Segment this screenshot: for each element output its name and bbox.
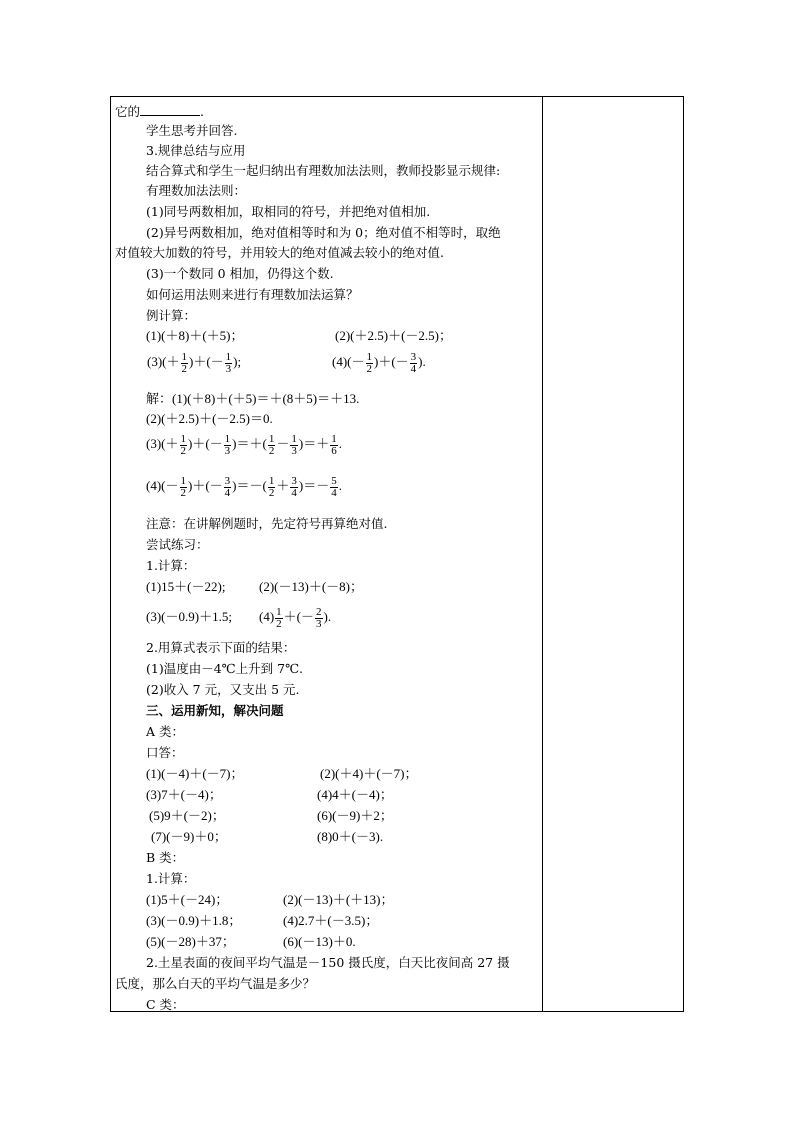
text-line: 结合算式和学生一起归纳出有理数加法法则，教师投影显示规律: [146,163,501,178]
a-8: (8)0＋(－3). [317,829,384,844]
example-3: (3)(＋ $\frac{1}{2}$ )＋(－ $\frac{1}{3}$ ); [147,350,242,375]
example-2: (2)(＋2.5)＋(－2.5)； [335,328,452,343]
category-c: C 类： [146,997,185,1012]
a-5: (5)9＋(－2)； [149,808,225,823]
rule-2-cont: 对值较大加数的符号，并用较大的绝对值减去较小的绝对值. [115,245,444,260]
rule-2: (2)异号两数相加，绝对值相等时和为 0；绝对值不相等时，取绝 [146,225,501,240]
text-line: 它的 . [115,104,204,119]
b-3: (3)(－0.9)＋1.8； [146,913,242,928]
text-line: 口答： [146,745,184,760]
text-line: 1.计算： [146,871,196,886]
fill-blank [140,103,200,116]
example-1: (1)(＋8)＋(＋5)； [146,328,244,343]
section-heading: 尝试练习： [146,537,209,552]
a-4: (4)4＋(－4)； [317,787,393,802]
category-a: A 类： [146,724,185,739]
note-line: 注意：在讲解例题时，先定符号再算绝对值. [146,516,388,531]
b-2: (2)(－13)＋(＋13)； [283,892,394,907]
text-line: 例计算： [146,308,197,323]
a-6: (6)(－9)＋2； [317,808,393,823]
solution-2: (2)(＋2.5)＋(－2.5)＝0. [146,411,273,426]
text-line: 有理数加法法则： [146,183,247,198]
column-divider [542,97,543,1011]
exercise-1: (1)15＋(－22); [146,579,226,594]
b-4: (4)2.7＋(－3.5)； [283,913,379,928]
text-line: 2.用算式表示下面的结果： [146,640,296,655]
a-7: (7)(－9)＋0； [151,829,227,844]
solution-4: (4)(－ $\frac{1}{2}$ )＋(－ $\frac{3}{4}$ )＝－( $\frac{1}{2}$ ＋ $\frac{3}{4}$ )＝－ $\frac{5}{4}$ . [146,474,342,499]
lesson-content-column [111,97,542,1011]
section-heading: 3.规律总结与应用 [146,143,246,158]
a-3: (3)7＋(－4)； [146,787,222,802]
section-heading: 三、运用新知，解决问题 [146,703,284,718]
exercise-3: (3)(－0.9)＋1.5; [146,609,232,624]
text-line: (2)收入 7 元，又支出 5 元. [146,682,300,697]
rule-3: (3)一个数同 0 相加，仍得这个数. [146,266,334,281]
category-b: B 类： [146,850,185,865]
solution-3: (3)(＋ $\frac{1}{2}$ )＋(－ $\frac{1}{3}$ )＝＋( $\frac{1}{2}$ － $\frac{1}{3}$ )＝＋ $\frac{1}{6}$ . [146,432,342,457]
a-2: (2)(＋4)＋(－7)； [320,766,418,781]
b-1: (1)5＋(－24)； [146,892,229,907]
b-5: (5)(－28)＋37； [146,934,235,949]
exercise-4: (4) $\frac{1}{2}$ ＋(－ $\frac{2}{3}$ ). [259,605,332,630]
a-1: (1)(－4)＋(－7)； [146,766,244,781]
text-line: 1.计算： [146,558,196,573]
rule-1: (1)同号两数相加，取相同的符号，并把绝对值相加. [146,204,431,219]
b-question: 2.土星表面的夜间平均气温是－150 摄氏度，白天比夜间高 27 摄 [146,955,510,970]
solution-1: 解：(1)(＋8)＋(＋5)＝＋(8＋5)＝＋13. [146,391,360,406]
text-line: 如何运用法则来进行有理数加法运算？ [146,287,359,302]
lesson-table [110,96,684,1012]
b-question-cont: 氏度，那么白天的平均气温是多少？ [115,976,316,991]
b-6: (6)(－13)＋0. [283,934,356,949]
example-4: (4)(－ $\frac{1}{2}$ )＋(－ $\frac{3}{4}$ ). [332,350,426,375]
text-line: 学生思考并回答. [146,123,238,138]
exercise-2: (2)(－13)＋(－8)； [259,579,363,594]
text-line: (1)温度由－4℃上升到 7℃. [146,661,304,676]
